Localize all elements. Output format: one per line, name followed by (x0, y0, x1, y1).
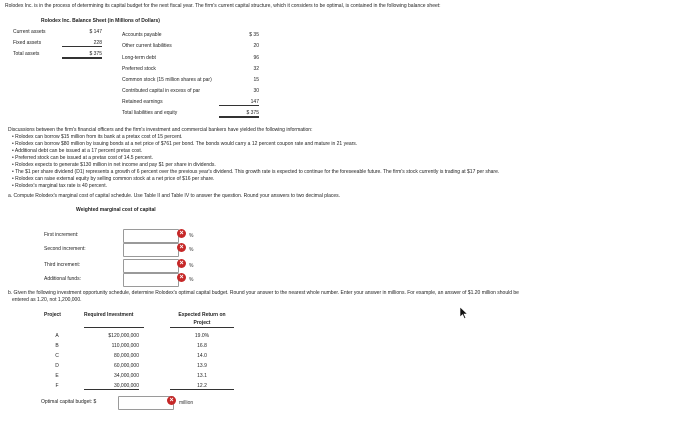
asset-label: Current assets (13, 29, 46, 35)
percent-unit: % (189, 263, 194, 269)
discussion-intro: Discussions between the firm's financial officers and the firm's investment and commercial bankers have yielded the following information: (8, 127, 313, 133)
percent-unit: % (189, 277, 194, 283)
bullet-text: Rolodex expects to generate $130 million in net income and pay $1 per share in dividends. (15, 162, 216, 168)
project-return: 19.0% (194, 333, 210, 339)
list-item: • Rolodex expects to generate $130 million in net income and pay $1 per share in dividends. (12, 162, 216, 168)
bullet-text: Preferred stock can be issued at a pretax cost of 14.5 percent. (15, 155, 153, 161)
col-header-investment: Required Investment (84, 312, 134, 318)
additional-funds-input[interactable] (123, 273, 179, 287)
bullet-text: Rolodex can borrow $80 million by issuing bonds at a net price of $761 per bond. The bonds would carry a 12 percent coupon rate and mature in 21 years. (15, 141, 358, 147)
project-investment: 80,000,000 (113, 353, 139, 359)
project-investment: 60,000,000 (113, 363, 139, 369)
asset-value: $ 147 (89, 29, 102, 35)
row-label: Third increment: (44, 262, 81, 268)
liability-label: Common stock (15 million shares at par) (122, 77, 212, 83)
wmcc-header: Weighted marginal cost of capital (76, 207, 156, 213)
project-name: B (55, 343, 59, 349)
balance-sheet-title: Rolodex Inc. Balance Sheet (in Millions of Dollars) (41, 18, 160, 24)
optimal-budget-label: Optimal capital budget: $ (41, 399, 97, 405)
bullet-text: Rolodex can borrow $15 million from its bank at a pretax cost of 15 percent. (15, 134, 183, 140)
col-header-return: Project (193, 320, 211, 326)
project-return: 16.8 (197, 343, 207, 349)
incorrect-x-icon: × (177, 243, 186, 252)
project-name: E (55, 373, 59, 379)
project-return: 13.9 (197, 363, 207, 369)
incorrect-x-icon: × (177, 273, 186, 282)
row-label: Additional funds: (44, 276, 81, 282)
liability-value: 20 (253, 43, 259, 49)
list-item: • Rolodex's marginal tax rate is 40 percent. (12, 183, 107, 189)
liability-value: 147 (219, 99, 259, 106)
list-item: • Additional debt can be issued at a 17 percent pretax cost. (12, 148, 143, 154)
list-item: • Rolodex can borrow $15 million from its bank at a pretax cost of 15 percent. (12, 134, 183, 140)
incorrect-x-icon: × (177, 259, 186, 268)
project-investment: $120,000,000 (108, 333, 139, 339)
liability-label: Retained earnings (122, 99, 163, 105)
bullet-text: Rolodex can raise external equity by selling common stock at a net price of $16 per share. (15, 176, 215, 182)
third-increment-input[interactable] (123, 259, 179, 273)
percent-unit: % (189, 247, 194, 253)
list-item: • Rolodex can borrow $80 million by issuing bonds at a net price of $761 per bond. The bonds would carry a 12 percent coupon rate and mature in 21 years. (12, 141, 358, 147)
list-item: • The $1 per share dividend (D1) represents a growth of 6 percent over the previous year's dividend. This growth rate is expected to continue for the foreseeable future. The firm's stock currently is trading at $17 per share. (12, 169, 500, 175)
incorrect-x-icon: × (177, 229, 186, 238)
intro-text: Rolodex Inc. is in the process of determining its capital budget for the next fiscal year. The firm's current capital structure, which it considers to be optimal, is contained in the following balance sheet: (5, 3, 441, 9)
part-b-question-line1: b. Given the following investment opportunity schedule, determine Rolodex's optimal capital budget. Round your answer to the nearest whole number. Enter your answer in millions. For example, an answer of $1.20 million should be (8, 290, 519, 296)
asset-label: Fixed assets (13, 40, 42, 46)
project-return: 12.2 (170, 383, 234, 390)
list-item: • Preferred stock can be issued at a pretax cost of 14.5 percent. (12, 155, 153, 161)
liability-value: 32 (253, 66, 259, 72)
project-name: A (55, 333, 59, 339)
project-return: 13.1 (197, 373, 207, 379)
mouse-cursor-icon (460, 307, 468, 319)
project-name: F (55, 383, 59, 389)
header-rule (84, 327, 144, 328)
project-investment: 30,000,000 (84, 383, 139, 390)
liability-label: Contributed capital in excess of par (122, 88, 201, 94)
liability-value: 30 (253, 88, 259, 94)
first-increment-input[interactable] (123, 229, 179, 243)
row-label: Second increment: (44, 246, 86, 252)
asset-value: 228 (62, 40, 102, 47)
million-unit: million (179, 400, 194, 406)
list-item: • Rolodex can raise external equity by selling common stock at a net price of $16 per share. (12, 176, 215, 182)
row-label: First increment: (44, 232, 79, 238)
liability-label: Long-term debt (122, 55, 156, 61)
part-b-question-line2: entered as 1.20, not 1,200,000. (12, 297, 82, 303)
part-a-question: a. Compute Rolodex's marginal cost of capital schedule. Use Table II and Table IV to answer the question. Round your answers to two decimal places. (8, 193, 341, 199)
optimal-budget-input[interactable] (118, 396, 174, 410)
liability-label: Other current liabilities (122, 43, 172, 49)
bullet-text: Additional debt can be issued at a 17 percent pretax cost. (14, 148, 143, 154)
project-investment: 110,000,000 (111, 343, 139, 349)
col-header-project: Project (44, 312, 61, 318)
liability-value: $ 35 (249, 32, 259, 38)
asset-value: $ 375 (62, 51, 102, 59)
liability-label: Accounts payable (122, 32, 162, 38)
col-header-return: Expected Return on (178, 312, 226, 318)
liability-label: Preferred stock (122, 66, 156, 72)
bullet-text: The $1 per share dividend (D1) represents a growth of 6 percent over the previous year's dividend. This growth rate is expected to continue for the foreseeable future. The firm's stock currently is trading at $17 per share. (15, 169, 500, 175)
header-rule (170, 327, 234, 328)
project-name: C (55, 353, 59, 359)
bullet-text: Rolodex's marginal tax rate is 40 percent. (15, 183, 107, 189)
project-investment: 34,000,000 (113, 373, 139, 379)
second-increment-input[interactable] (123, 243, 179, 257)
incorrect-x-icon: × (167, 396, 176, 405)
liability-value: 96 (253, 55, 259, 61)
liability-value: $ 375 (219, 110, 259, 118)
project-return: 14.0 (197, 353, 207, 359)
percent-unit: % (189, 233, 194, 239)
project-name: D (55, 363, 59, 369)
asset-label: Total assets (13, 51, 40, 57)
liability-label: Total liabilities and equity (122, 110, 178, 116)
liability-value: 15 (253, 77, 259, 83)
